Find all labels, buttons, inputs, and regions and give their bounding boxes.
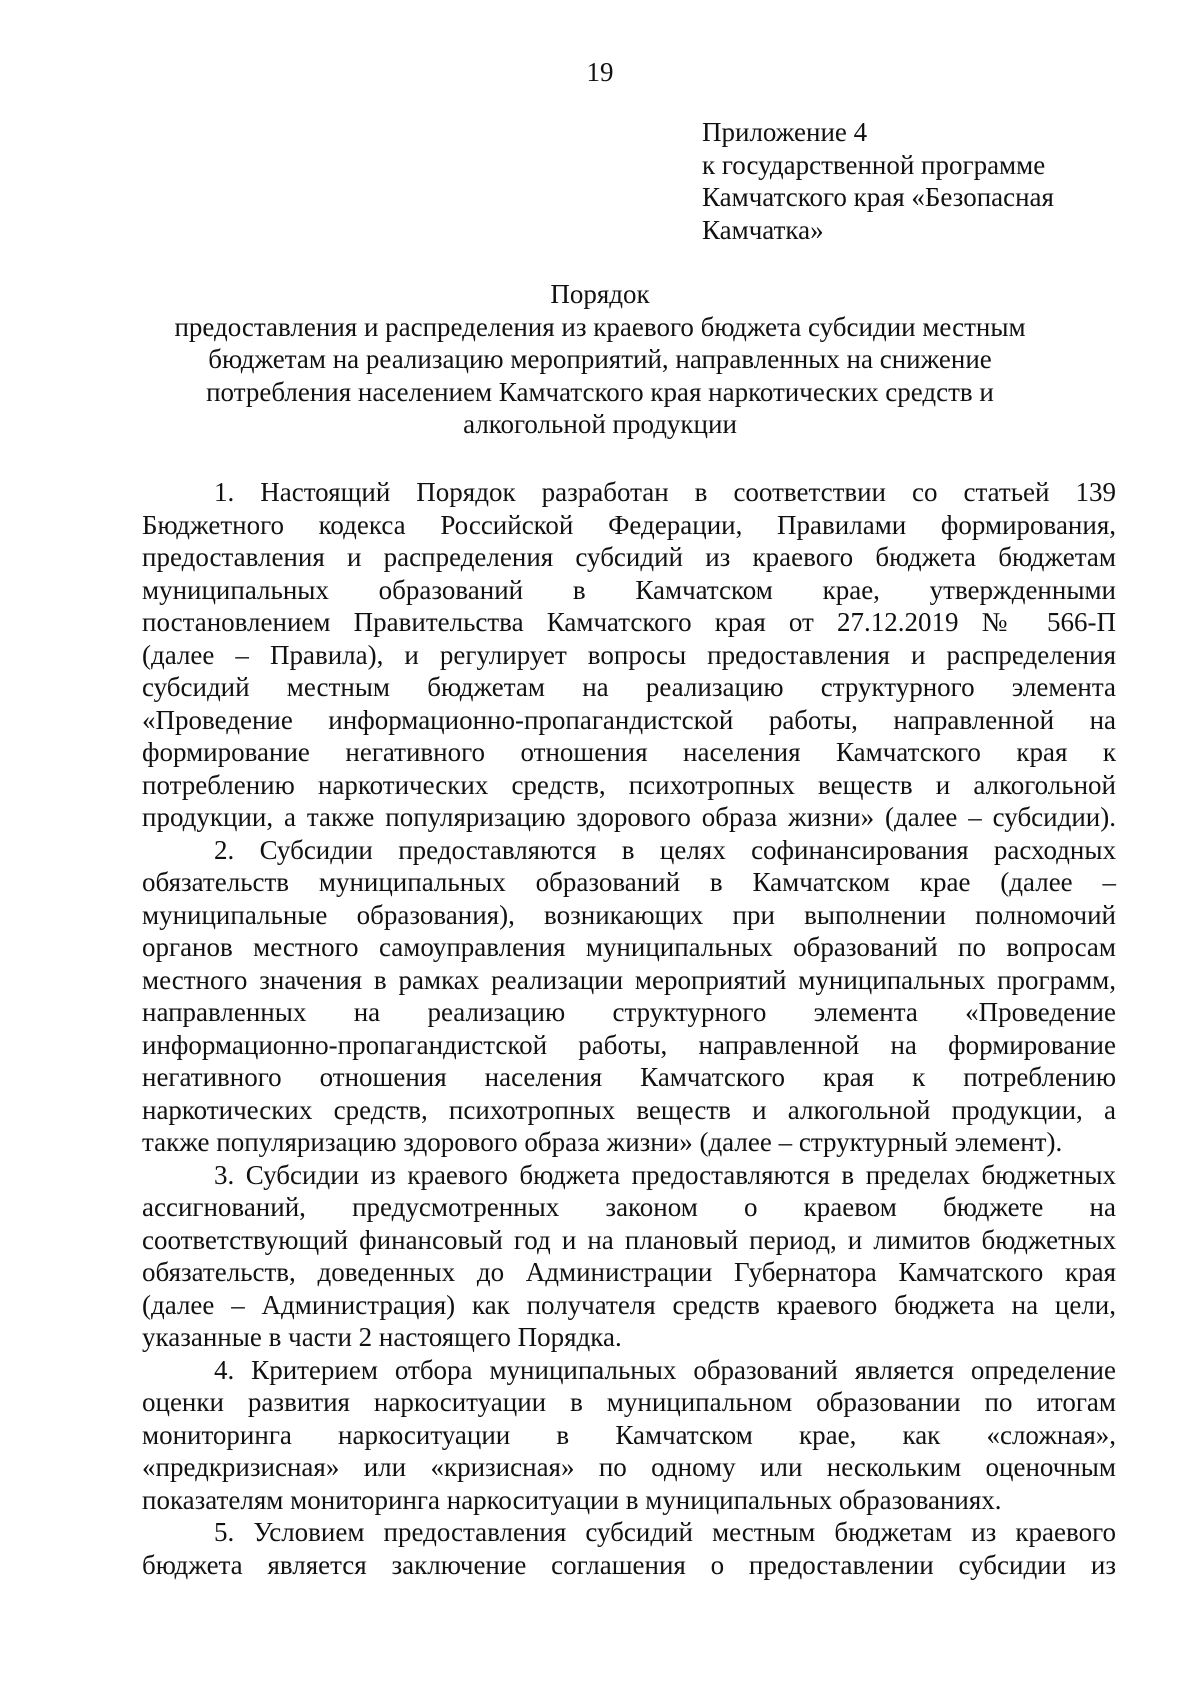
title-line: алкогольной продукции [463,409,737,439]
text-line: также популяризацию здорового образа жизни» (далее – структурный элемент). [142,1127,1063,1157]
text-line: 4. Критерием отбора муниципальных образований является определение [214,1354,1116,1385]
text-line: указанные в части 2 настоящего Порядка. [142,1322,622,1352]
text-line: предоставления и распределения субсидий из краевого бюджета бюджетам [142,542,1116,572]
text-line: постановлением Правительства Камчатского края от 27.12.2019 № 566-П [142,607,1116,637]
text-line: соответствующий финансовый год и на плановый период, и лимитов бюджетных [142,1224,1116,1255]
text-line: субсидий местным бюджетам на реализацию структурного элемента [142,672,1116,702]
paragraph-4 [142,1354,1116,1517]
title-line: бюджетам на реализацию мероприятий, направленных на снижение [208,344,992,374]
appendix-line: Камчатка» [702,214,824,245]
document-title [0,278,1200,441]
text-line: продукции, а также популяризацию здорового образа жизни» (далее – субсидии). [142,802,1116,832]
text-line: показателям мониторинга наркоситуации в муниципальных образованиях. [142,1484,1002,1515]
text-line: мониторинга наркоситуации в Камчатском крае, как «сложная», [142,1419,1116,1450]
text-line: Бюджетного кодекса Российской Федерации, Правилами формирования, [142,509,1116,540]
text-line: (далее – Правила), и регулирует вопросы предоставления и распределения [142,639,1116,670]
title-line: предоставления и распределения из краевого бюджета субсидии местным [174,311,1026,342]
text-line: 1. Настоящий Порядок разработан в соответствии со статьей 139 [214,477,1116,507]
text-line: 5. Условием предоставления субсидий местным бюджетам из краевого [214,1517,1116,1547]
appendix-line: Камчатского края «Безопасная [702,182,1054,212]
paragraph-1 [142,476,1116,834]
text-line: оценки развития наркоситуации в муниципальном образовании по итогам [142,1387,1116,1417]
paragraph-5 [142,1516,1116,1581]
text-line: ассигнований, предусмотренных законом о краевом бюджете на [142,1192,1116,1222]
appendix-line: Приложение 4 [702,117,868,147]
text-line: 2. Субсидии предоставляются в целях софинансирования расходных [214,834,1116,865]
text-line: формирование негативного отношения населения Камчатского края к [142,737,1116,767]
text-line: потреблению наркотических средств, психотропных веществ и алкогольной [142,769,1116,800]
paragraph-2 [142,834,1116,1159]
page-number: 19 [586,57,614,87]
paragraph-3 [142,1159,1116,1354]
text-line: органов местного самоуправления муниципальных образований по вопросам [142,932,1116,962]
text-line: негативного отношения населения Камчатского края к потреблению [142,1062,1116,1092]
text-line: наркотических средств, психотропных веществ и алкогольной продукции, а [142,1094,1116,1125]
appendix-reference [702,116,1122,246]
title-line: Порядок [550,279,650,309]
document-body [142,476,1116,1581]
text-line: местного значения в рамках реализации мероприятий муниципальных программ, [142,964,1116,995]
text-line: 3. Субсидии из краевого бюджета предоставляются в пределах бюджетных [214,1159,1116,1190]
text-line: информационно-пропагандистской работы, направленной на формирование [142,1029,1116,1060]
text-line: обязательств, доведенных до Администрации Губернатора Камчатского края [142,1257,1116,1287]
title-line: потребления населением Камчатского края наркотических средств и [206,376,994,407]
appendix-line: к государственной программе [702,149,1046,180]
text-line: «Проведение информационно-пропагандистской работы, направленной на [142,704,1116,735]
text-line: муниципальных образований в Камчатском крае, утвержденными [142,574,1116,605]
text-line: направленных на реализацию структурного элемента «Проведение [142,997,1116,1027]
text-line: «предкризисная» или «кризисная» по одному или нескольким оценочным [142,1452,1116,1482]
text-line: бюджета является заключение соглашения о предоставлении субсидии из [142,1549,1116,1580]
text-line: (далее – Администрация) как получателя средств краевого бюджета на цели, [142,1289,1116,1320]
text-line: обязательств муниципальных образований в Камчатском крае (далее – [142,867,1116,897]
text-line: муниципальные образования), возникающих при выполнении полномочий [142,899,1116,930]
